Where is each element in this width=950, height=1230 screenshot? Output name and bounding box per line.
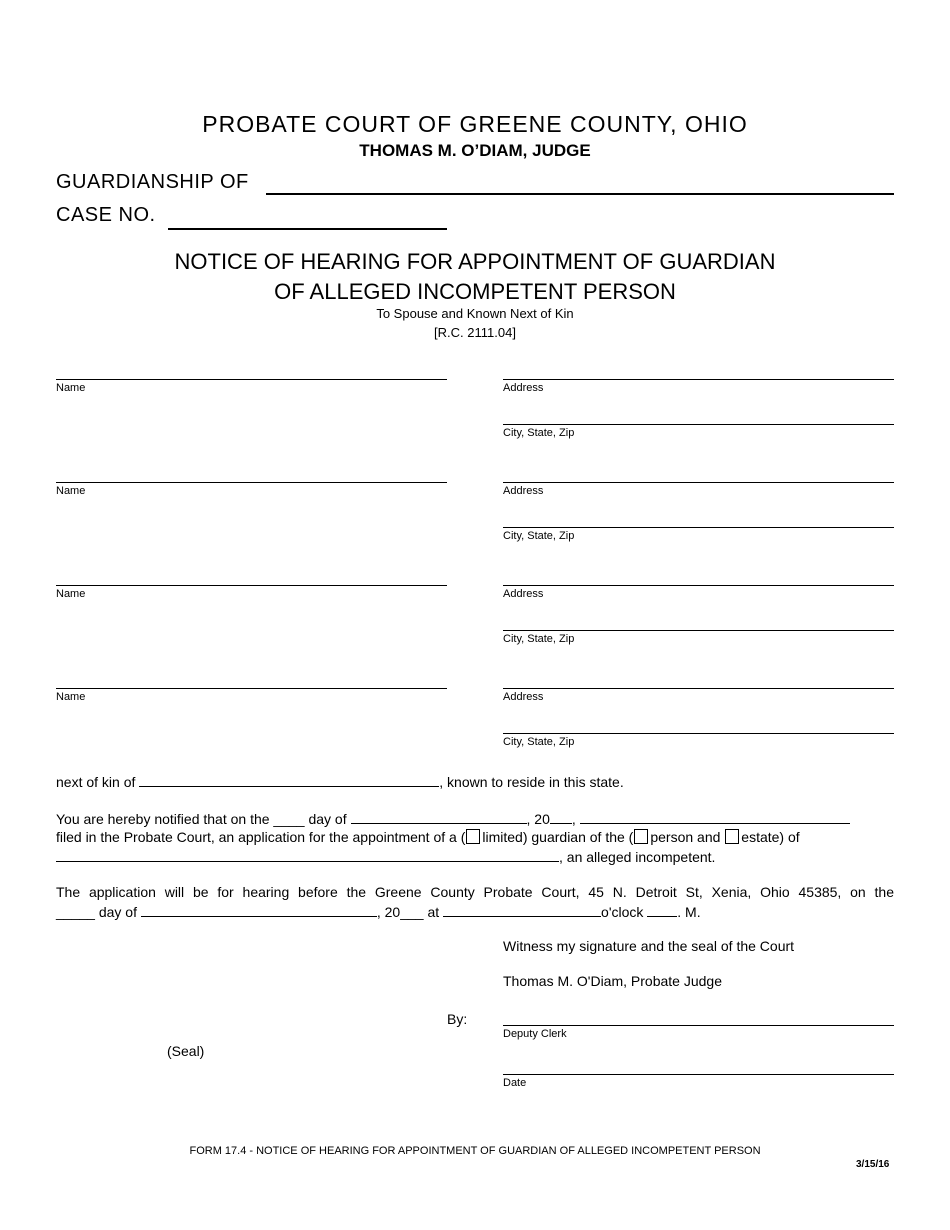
recipient-address-field[interactable] — [503, 585, 894, 586]
notice-line2: filed in the Probate Court, an application for the appointment of a ( limited) guardian of the ( person and estate) of — [56, 829, 800, 845]
date-field[interactable] — [503, 1074, 894, 1075]
probate-judge: Thomas M. O'Diam, Probate Judge — [503, 973, 722, 989]
incompetent-name-field[interactable] — [56, 847, 559, 862]
limited-checkbox[interactable] — [466, 829, 480, 844]
form-title-line1: NOTICE OF HEARING FOR APPOINTMENT OF GUARDIAN — [174, 249, 776, 274]
city-state-zip-label: City, State, Zip — [503, 633, 575, 645]
recipient-name-field[interactable] — [56, 379, 447, 380]
form-title-line2: OF ALLEGED INCOMPETENT PERSON — [274, 279, 676, 304]
recipient-name-field[interactable] — [56, 482, 447, 483]
hearing-month-field[interactable] — [141, 902, 377, 917]
name-label: Name — [56, 485, 86, 497]
recipient-address-field[interactable] — [503, 482, 894, 483]
guardianship-field[interactable] — [266, 193, 894, 195]
address-label: Address — [503, 691, 544, 703]
city-state-zip-label: City, State, Zip — [503, 530, 575, 542]
judge-name: THOMAS M. O’DIAM, JUDGE — [359, 141, 591, 160]
address-label: Address — [503, 588, 544, 600]
recipient-name-field[interactable] — [56, 688, 447, 689]
recipient-city-field[interactable] — [503, 424, 894, 425]
next-of-kin-line: next of kin of , known to reside in this state. — [56, 774, 624, 790]
footer-form-name: FORM 17.4 - NOTICE OF HEARING FOR APPOINTMENT OF GUARDIAN OF ALLEGED INCOMPETENT PERSON — [189, 1145, 761, 1157]
address-label: Address — [503, 382, 544, 394]
recipient-address-field[interactable] — [503, 379, 894, 380]
name-label: Name — [56, 691, 86, 703]
court-name: PROBATE COURT OF GREENE COUNTY, OHIO — [202, 111, 748, 137]
hearing-time-field[interactable] — [443, 902, 601, 917]
notice-line1: You are hereby notified that on the ____ day of , 20 , — [56, 809, 850, 828]
address-label: Address — [503, 485, 544, 497]
recipient-address-field[interactable] — [503, 688, 894, 689]
applicant-field[interactable] — [580, 809, 850, 824]
date-label: Date — [503, 1077, 527, 1089]
statute-ref: [R.C. 2111.04] — [434, 325, 516, 340]
notice-line3: , an alleged incompetent. — [56, 847, 715, 866]
filing-month-field[interactable] — [351, 809, 527, 824]
hearing-line2: _____ day of , 20___ at o'clock . M. — [56, 904, 701, 920]
person-checkbox[interactable] — [634, 829, 648, 844]
deputy-clerk-signature-field[interactable] — [503, 1025, 894, 1026]
case-number-field[interactable] — [168, 228, 447, 230]
recipient-city-field[interactable] — [503, 733, 894, 734]
seal-label: (Seal) — [167, 1043, 205, 1059]
estate-checkbox[interactable] — [725, 829, 739, 844]
recipient-city-field[interactable] — [503, 630, 894, 631]
am-pm-field[interactable] — [647, 902, 677, 917]
name-label: Name — [56, 382, 86, 394]
revision-date: 3/15/16 — [856, 1159, 890, 1170]
city-state-zip-label: City, State, Zip — [503, 427, 575, 439]
witness-text: Witness my signature and the seal of the Court — [503, 938, 795, 954]
by-label: By: — [447, 1011, 468, 1027]
city-state-zip-label: City, State, Zip — [503, 736, 575, 748]
form-subtitle: To Spouse and Known Next of Kin — [376, 306, 574, 321]
next-of-kin-field[interactable] — [139, 772, 439, 787]
name-label: Name — [56, 588, 86, 600]
guardianship-label: GUARDIANSHIP OF — [56, 171, 249, 193]
recipient-name-field[interactable] — [56, 585, 447, 586]
case-label: CASE NO. — [56, 204, 156, 226]
hearing-line1: The application will be for hearing before the Greene County Probate Court, 45 N. Detroit St, Xenia, Ohio 45385, on the — [56, 884, 894, 900]
filing-year-field[interactable] — [550, 809, 572, 824]
deputy-clerk-label: Deputy Clerk — [503, 1028, 567, 1040]
recipient-city-field[interactable] — [503, 527, 894, 528]
